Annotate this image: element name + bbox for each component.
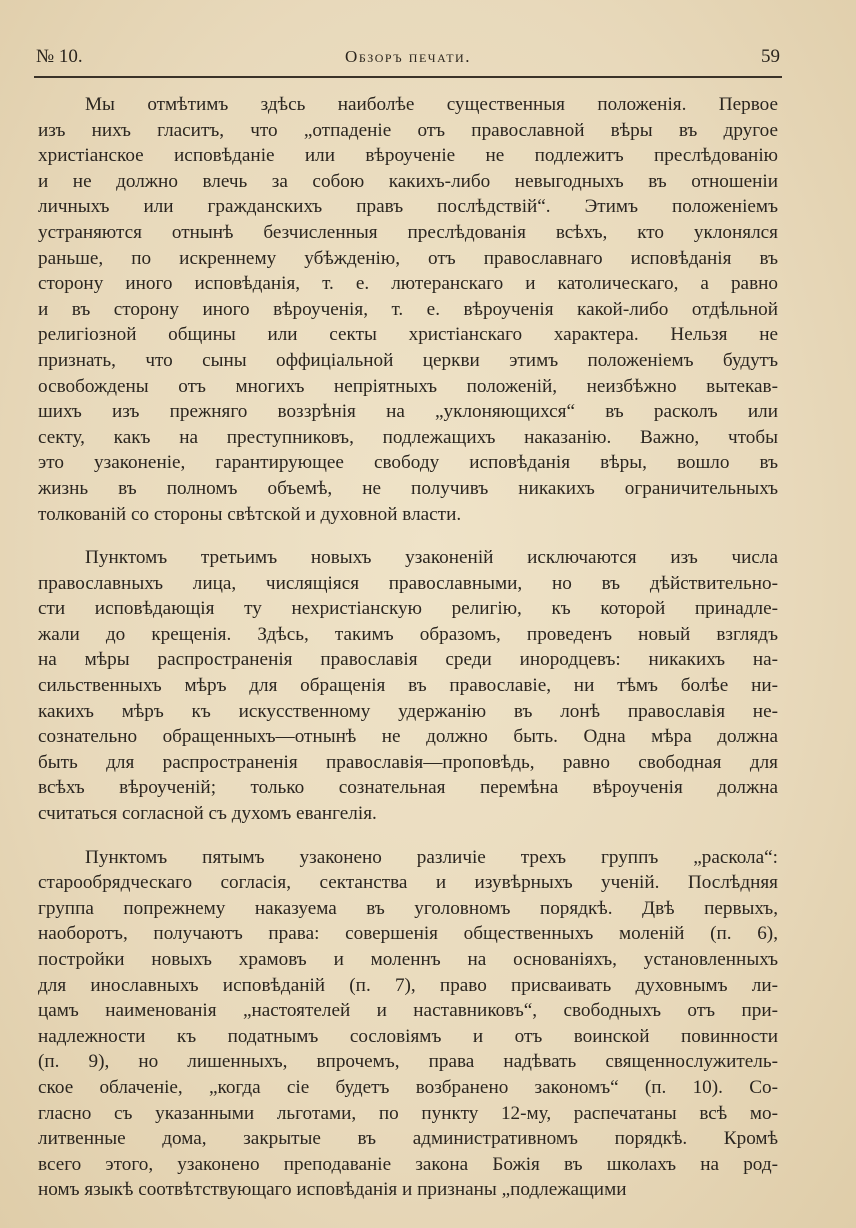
- text-line: номъ языкѣ соотвѣтствующаго исповѣданія и признаны „подлежащими: [38, 1179, 627, 1201]
- text-line: старообрядческаго согласія, сектанства и изувѣрныхъ ученій. Послѣдняя: [38, 872, 778, 894]
- text-line: всего этого, узаконено преподаваніе закона Божія въ школахъ на род-: [38, 1153, 778, 1175]
- text-line: православныхъ лица, числящіяся православными, но въ дѣйствительно-: [38, 572, 778, 594]
- text-line: ское облаченіе, „когда сіе будетъ возбранено закономъ“ (п. 10). Со-: [38, 1076, 778, 1098]
- text-line: цамъ наименованія „настоятелей и наставниковъ“, свободныхъ отъ при-: [38, 1000, 778, 1022]
- page-number: 59: [761, 46, 780, 67]
- text-line: наоборотъ, получаютъ права: совершенія общественныхъ моленій (п. 6),: [38, 923, 778, 945]
- text-line: христіанское исповѣданіе или вѣроученіе не подлежитъ преслѣдованію: [38, 145, 778, 167]
- text-line: литвенные дома, закрытые въ административномъ порядкѣ. Кромѣ: [38, 1128, 778, 1150]
- text-line: личныхъ или гражданскихъ правъ послѣдствій“. Этимъ положеніемъ: [38, 196, 778, 218]
- text-line: быть для распространенія православія—проповѣдь, равно свободная для: [38, 751, 778, 773]
- text-line: жизнь въ полномъ объемѣ, не получивъ никакихъ ограничительныхъ: [38, 477, 778, 499]
- text-line: гласно съ указанными льготами, по пункту 12-му, распечатаны всѣ мо-: [38, 1102, 778, 1124]
- text-line: это узаконеніе, гарантирующее свободу исповѣданія вѣры, вошло въ: [38, 452, 778, 474]
- text-line: жали до крещенія. Здѣсь, такимъ образомъ, проведенъ новый взглядъ: [38, 623, 778, 645]
- text-line: на мѣры распространенія православія среди инородцевъ: никакихъ на-: [38, 649, 778, 671]
- text-line: всѣхъ вѣроученій; только сознательная перемѣна вѣроученія должна: [38, 777, 778, 799]
- text-line: надлежности къ податнымъ сословіямъ и отъ воинской повинности: [38, 1025, 778, 1047]
- text-line: секту, какъ на преступниковъ, подлежащихъ наказанію. Важно, чтобы: [38, 426, 778, 448]
- text-line: сознательно обращенныхъ—отнынѣ не должно быть. Одна мѣра должна: [38, 726, 778, 748]
- text-line: Мы отмѣтимъ здѣсь наиболѣе существенныя положенія. Первое: [85, 94, 778, 115]
- header-rule: [34, 76, 782, 78]
- running-title: Обзоръ печати.: [345, 47, 471, 66]
- text-line: шихъ изъ прежняго воззрѣнія на „уклоняющихся“ въ расколъ или: [38, 401, 778, 423]
- text-line: устраняются отнынѣ безчисленныя преслѣдованія всѣхъ, кто уклонялся: [38, 221, 778, 243]
- text-line: группа попрежнему наказуема въ уголовномъ порядкѣ. Двѣ первыхъ,: [38, 897, 778, 919]
- text-line: Пунктомъ пятымъ узаконено различіе трехъ группъ „раскола“:: [85, 846, 778, 868]
- text-line: признать, что сыны оффиціальной церкви этимъ положеніемъ будутъ: [38, 349, 778, 371]
- text-line: изъ нихъ гласитъ, что „отпаденіе отъ православной вѣры въ другое: [38, 119, 778, 141]
- text-line: сти исповѣдающія ту нехристіанскую религію, къ которой принадле-: [38, 598, 778, 620]
- text-line: сторону иного исповѣданія, т. е. лютеранскаго и католическаго, а равно: [38, 273, 778, 295]
- text-line: религіозной общины или секты христіанскаго характера. Нельзя не: [38, 324, 778, 346]
- issue-number: № 10.: [36, 46, 83, 67]
- text-line: считаться согласной съ духомъ евангелія.: [38, 803, 377, 825]
- text-line: какихъ мѣръ къ искусственному удержанію въ лонѣ православія не-: [38, 700, 778, 722]
- article-body: [38, 92, 778, 1203]
- text-line: Пунктомъ третьимъ новыхъ узаконеній исключаются изъ числа: [85, 547, 778, 569]
- text-line: и не должно влечь за собою какихъ-либо невыгодныхъ въ отношеніи: [38, 170, 778, 192]
- text-line: раньше, по искреннему убѣжденію, отъ православнаго исповѣданія въ: [38, 247, 778, 269]
- text-line: сильственныхъ мѣръ для обращенія въ православіе, ни тѣмъ болѣе ни-: [38, 675, 778, 697]
- text-line: и въ сторону иного вѣроученія, т. е. вѣроученія какой-либо отдѣльной: [38, 298, 778, 320]
- paragraph: [38, 92, 778, 527]
- paragraph: [38, 545, 778, 827]
- paragraph: [38, 845, 778, 1203]
- text-line: постройки новыхъ храмовъ и моленнъ на основаніяхъ, установленныхъ: [38, 949, 778, 970]
- text-line: толкованій со стороны свѣтской и духовной власти.: [38, 503, 462, 525]
- text-line: (п. 9), но лишенныхъ, впрочемъ, права надѣвать священнослужитель-: [38, 1051, 778, 1073]
- running-header: [36, 40, 780, 74]
- text-line: освобождены отъ многихъ непріятныхъ положеній, неизбѣжно вытекав-: [38, 375, 778, 397]
- text-line: для инославныхъ исповѣданій (п. 7), право присваивать духовнымъ ли-: [38, 974, 778, 996]
